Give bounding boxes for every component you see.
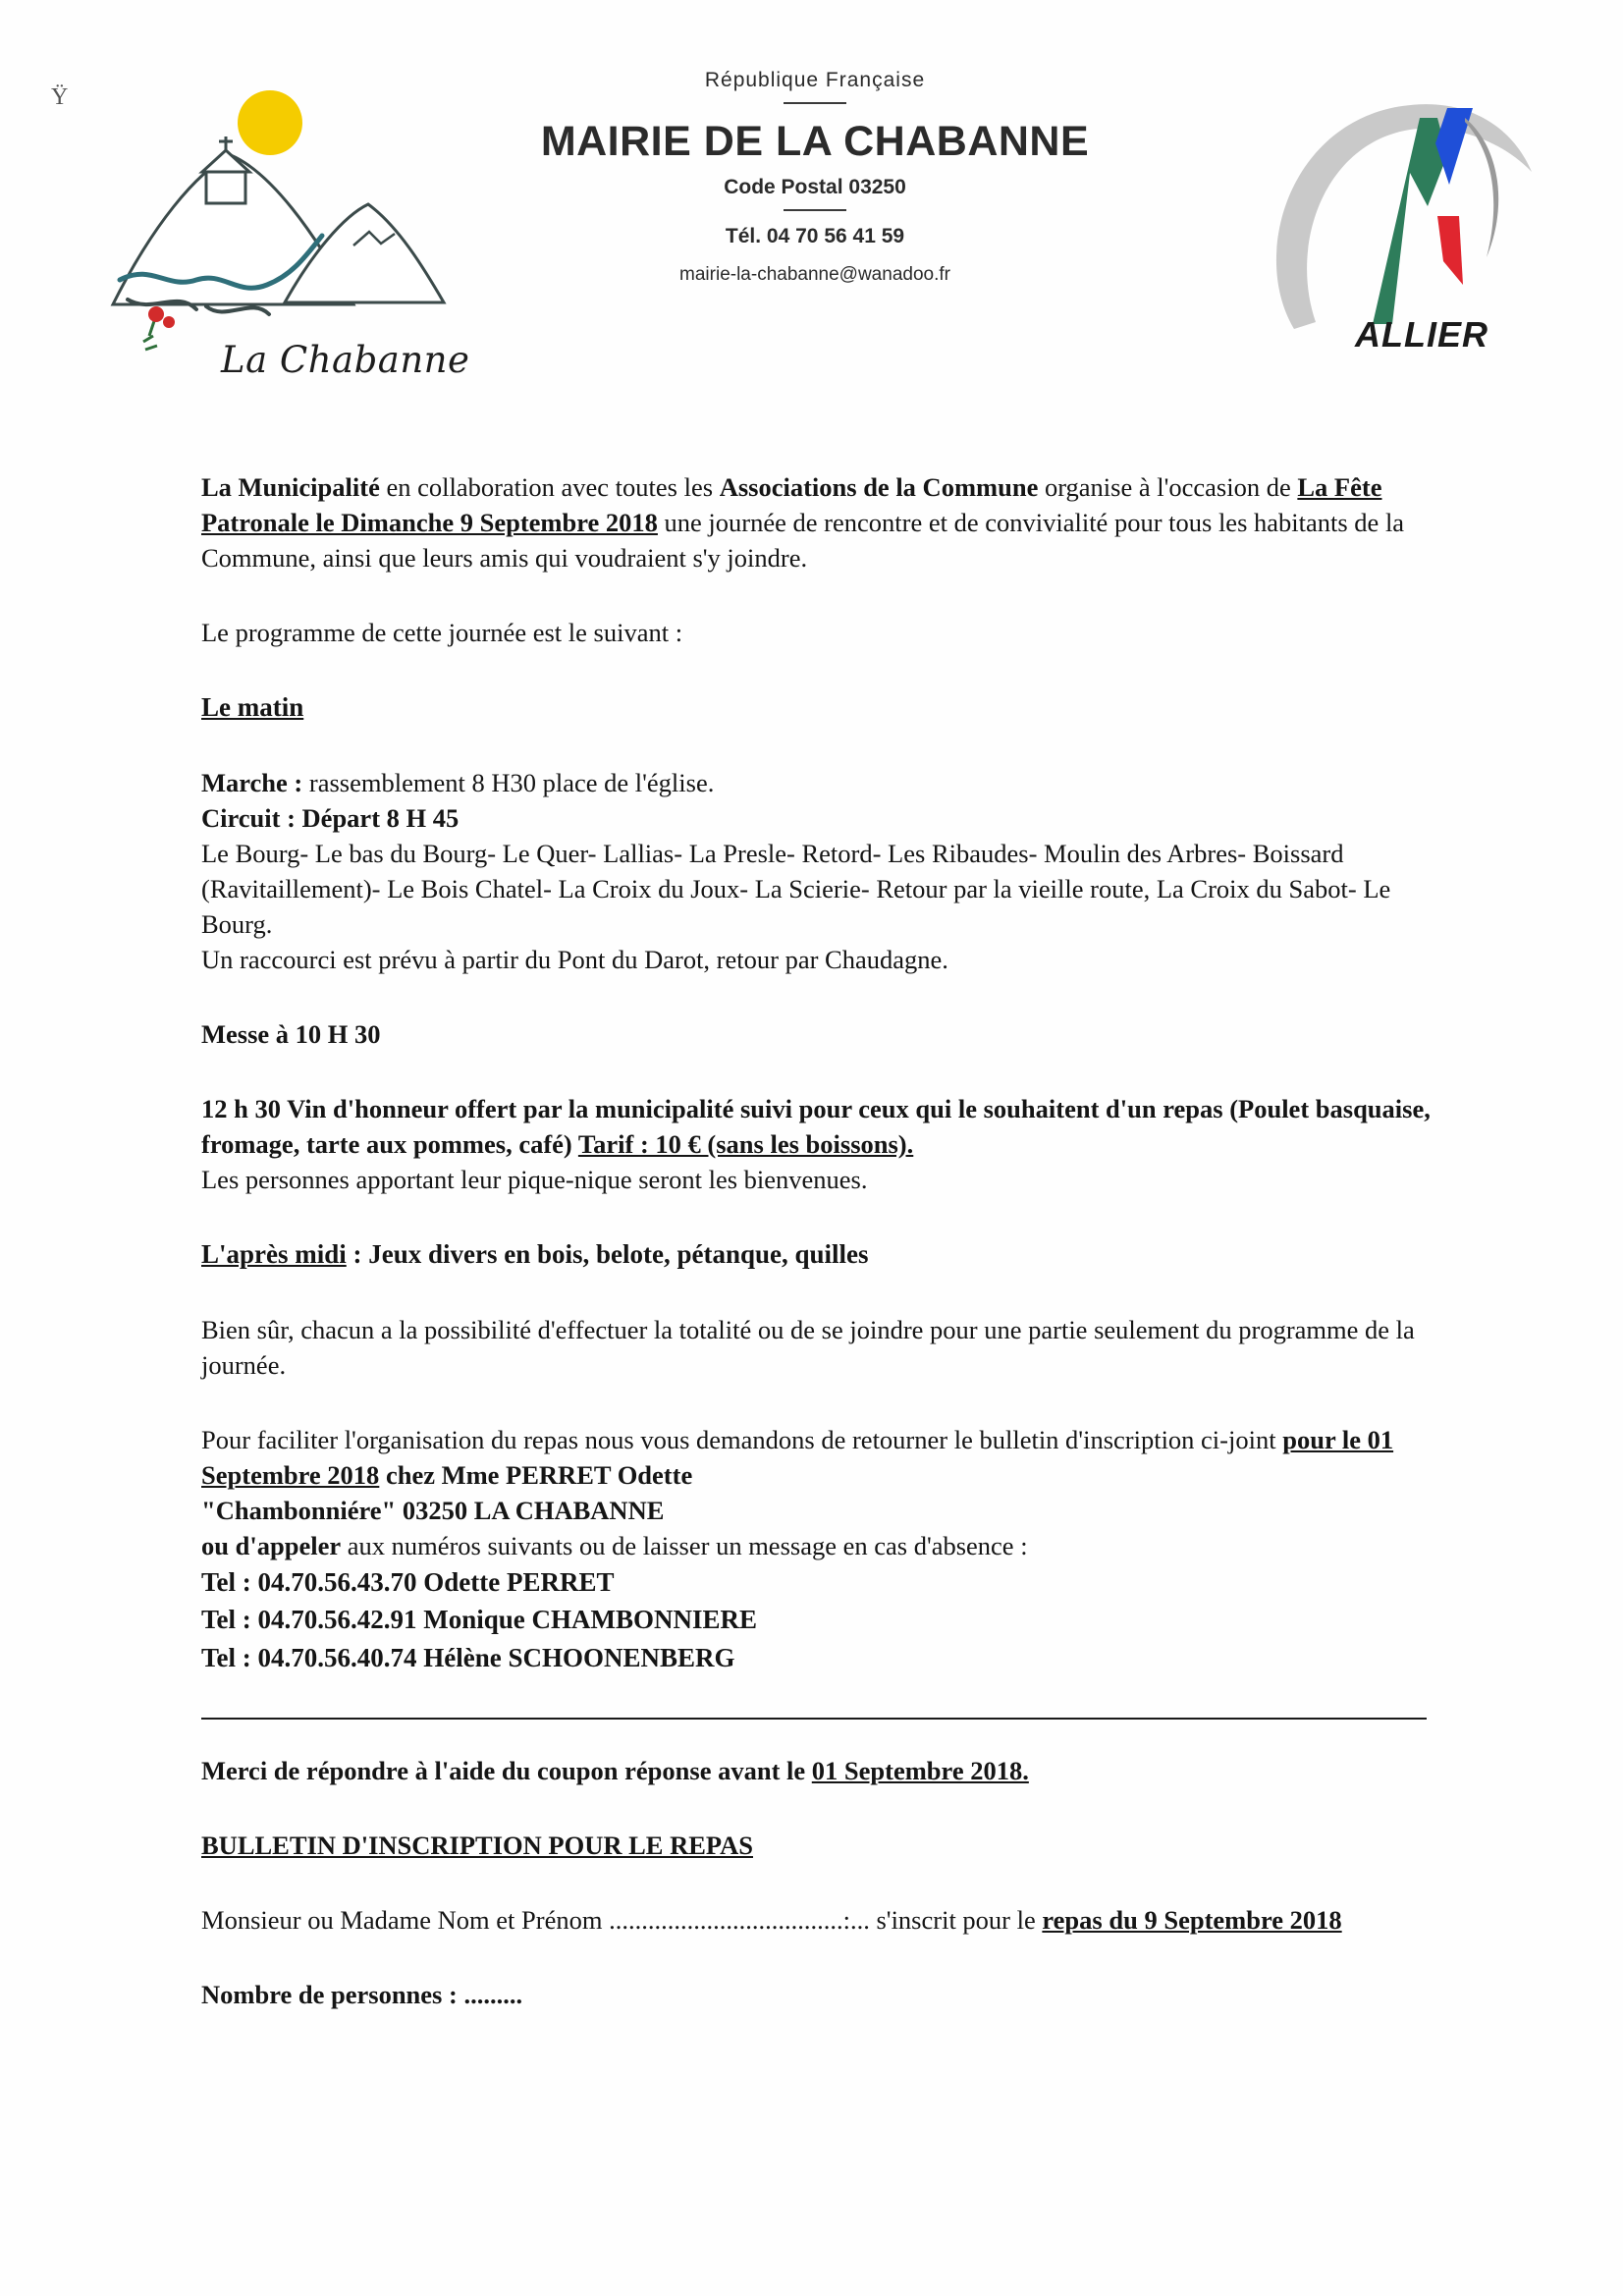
intro-associations: Associations de la Commune — [719, 472, 1039, 502]
phone-entry: Tel : 04.70.56.40.74 Hélène SCHOONENBERG — [201, 1642, 735, 1672]
marche-label: Marche : — [201, 767, 303, 797]
divider-rule-top — [784, 102, 846, 104]
messe-line: Messe à 10 H 30 — [201, 1019, 381, 1050]
programme-line: Le programme de cette journée est le suivant : — [201, 618, 683, 648]
mairie-email: mairie-la-chabanne@wanadoo.fr — [679, 264, 950, 285]
appeler-label: ou d'appeler — [201, 1531, 342, 1561]
pique-nique-line: Les personnes apportant leur pique-nique seront les bienvenues. — [201, 1165, 868, 1195]
nombre-personnes-line: Nombre de personnes : ......... — [201, 1980, 523, 2010]
mairie-phone: Tél. 04 70 56 41 59 — [725, 225, 905, 247]
letter-body — [201, 469, 1466, 2012]
commune-logo — [59, 79, 481, 422]
bien-sur-paragraph: Bien sûr, chacun a la possibilité d'effectuer la totalité ou de se joindre pour une partie seulement du programme de la journée. — [201, 1314, 1415, 1380]
vin-honneur-text: 12 h 30 Vin d'honneur offert par la municipalité suivi pour ceux qui le souhaitent d'un repas (Poulet basquaise, fromage, tarte aux pommes, café) — [201, 1094, 1431, 1160]
bulletin-heading: BULLETIN D'INSCRIPTION POUR LE REPAS — [201, 1831, 753, 1861]
organisation-paragraph — [201, 1422, 1466, 1493]
code-postal: Code Postal 03250 — [724, 176, 906, 198]
intro-municipalite: La Municipalité — [201, 472, 380, 502]
intro-text-2: organise à l'occasion de — [1038, 472, 1298, 502]
coupon-dots: ....................................:... — [609, 1905, 870, 1936]
marche-line — [201, 765, 1466, 800]
section-divider — [201, 1718, 1427, 1720]
coupon-text-2: s'inscrit pour le — [869, 1905, 1043, 1936]
intro-paragraph — [201, 469, 1466, 575]
organisation-text-1: Pour faciliter l'organisation du repas nous vous demandons de retourner le bulletin d'inscription ci-joint — [201, 1424, 1283, 1454]
commune-logo-graphic — [59, 79, 481, 373]
merci-text: Merci de répondre à l'aide du coupon réponse avant le — [201, 1756, 812, 1786]
organisation-contact: chez Mme PERRET Odette — [379, 1459, 693, 1490]
letterhead-center — [491, 69, 1139, 286]
organisation-deadline: pour le 01 Septembre 2018 — [201, 1424, 1394, 1490]
letterhead — [0, 69, 1623, 422]
appeler-text: aux numéros suivants ou de laisser un message en cas d'absence : — [341, 1531, 1028, 1561]
intro-text-1: en collaboration avec toutes les — [379, 472, 720, 502]
coupon-repas-date: repas du 9 Septembre 2018 — [1042, 1905, 1342, 1936]
commune-logo-text: La Chabanne — [221, 339, 470, 381]
merci-line — [201, 1753, 1466, 1788]
intro-text-3: une journée de rencontre et de convivialité pour tous les habitants de la Commune, ainsi que leurs amis qui voudraient s'y joindre. — [201, 508, 1405, 574]
vin-honneur-paragraph — [201, 1091, 1466, 1162]
afternoon-line — [201, 1236, 1466, 1273]
mairie-title: MAIRIE DE LA CHABANNE — [540, 118, 1090, 165]
contact-address: "Chambonniére" 03250 LA CHABANNE — [201, 1496, 665, 1525]
afternoon-text: : Jeux divers en bois, belote, pétanque, quilles — [346, 1239, 869, 1270]
circuit-detail: Le Bourg- Le bas du Bourg- Le Quer- Lallias- La Presle- Retord- Les Ribaudes- Moulin des Arbres- Boissard (Ravitaillement)- Le Bois Chatel- La Croix du Joux- La Scierie- Retour par la vieille route, La Croix du Sabot- Le Bourg. — [201, 838, 1391, 939]
republique-francaise-label: République Française — [704, 69, 926, 91]
morning-heading: Le matin — [201, 692, 304, 723]
divider-rule-bottom — [784, 209, 846, 211]
coupon-line — [201, 1902, 1466, 1938]
circuit-line: Circuit : Départ 8 H 45 — [201, 802, 460, 833]
phone-entry: Tel : 04.70.56.43.70 Odette PERRET — [201, 1567, 615, 1598]
marche-text: rassemblement 8 H30 place de l'église. — [302, 767, 715, 797]
phone-entry: Tel : 04.70.56.42.91 Monique CHAMBONNIERE — [201, 1605, 758, 1635]
merci-deadline: 01 Septembre 2018. — [811, 1756, 1029, 1786]
raccourci-line: Un raccourci est prévu à partir du Pont du Darot, retour par Chaudagne. — [201, 945, 948, 974]
appeler-line — [201, 1528, 1466, 1563]
tarif-text: Tarif : 10 € (sans les boissons). — [577, 1129, 914, 1160]
intro-fete-date: La Fête Patronale le Dimanche 9 Septembre 2018 — [201, 472, 1382, 538]
coupon-text-1: Monsieur ou Madame Nom et Prénom — [201, 1905, 610, 1936]
scan-mark-top-left: Ÿ — [51, 84, 69, 110]
afternoon-label: L'après midi — [201, 1239, 347, 1270]
department-label: ALLIER — [1355, 314, 1488, 355]
